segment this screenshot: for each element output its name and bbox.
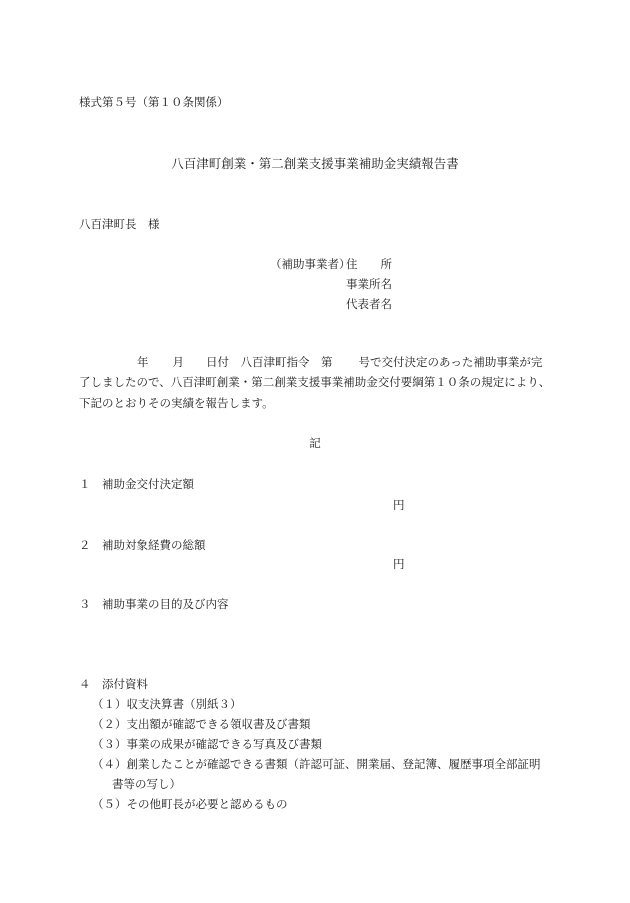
address-field-label: 住 所: [346, 257, 392, 271]
section-3-heading: ３ 補助事業の目的及び内容: [79, 597, 229, 611]
section-1-unit: 円: [393, 498, 405, 512]
page-title: 八百津町創業・第二創業支援事業補助金実績報告書: [171, 156, 459, 171]
attachment-item-4-continuation: 書等の写し）: [112, 777, 181, 791]
day-ref-text: 日付 八百津町指令 第: [206, 355, 333, 369]
attachment-item-4: （４）創業したことが確認できる書類（許認可証、開業届、登記簿、履歴事項全部証明: [92, 757, 541, 771]
reporter-label: （補助事業者）: [270, 257, 351, 271]
section-1-heading: １ 補助金交付決定額: [79, 477, 194, 491]
addressee: 八百津町長 様: [79, 217, 160, 231]
section-2-heading: ２ 補助対象経費の総額: [79, 538, 206, 552]
ki-heading: 記: [309, 436, 321, 450]
attachment-item-3: （３）事業の成果が確認できる写真及び書類: [92, 737, 322, 751]
attachment-item-1: （１）収支決算書（別紙３）: [92, 697, 242, 711]
year-label: 年: [137, 355, 149, 369]
business-name-field-label: 事業所名: [346, 277, 392, 291]
form-number: 様式第５号（第１０条関係）: [79, 95, 229, 109]
attachment-item-5: （５）その他町長が必要と認めるもの: [92, 797, 288, 811]
attachment-item-2: （２）支出額が確認できる領収書及び書類: [92, 717, 311, 731]
body-line-1: [79, 356, 542, 370]
body-line-1-rest: 号で交付決定のあった補助事業が完: [358, 355, 543, 369]
representative-field-label: 代表者名: [346, 297, 392, 311]
section-4-heading: ４ 添付資料: [79, 677, 148, 691]
body-line-2: 了しましたので、八百津町創業・第二創業支援事業補助金交付要綱第１０条の規定により、: [79, 375, 551, 389]
month-label: 月: [172, 355, 184, 369]
section-2-unit: 円: [393, 557, 405, 571]
body-line-3: 下記のとおりその実績を報告します。: [79, 396, 274, 410]
